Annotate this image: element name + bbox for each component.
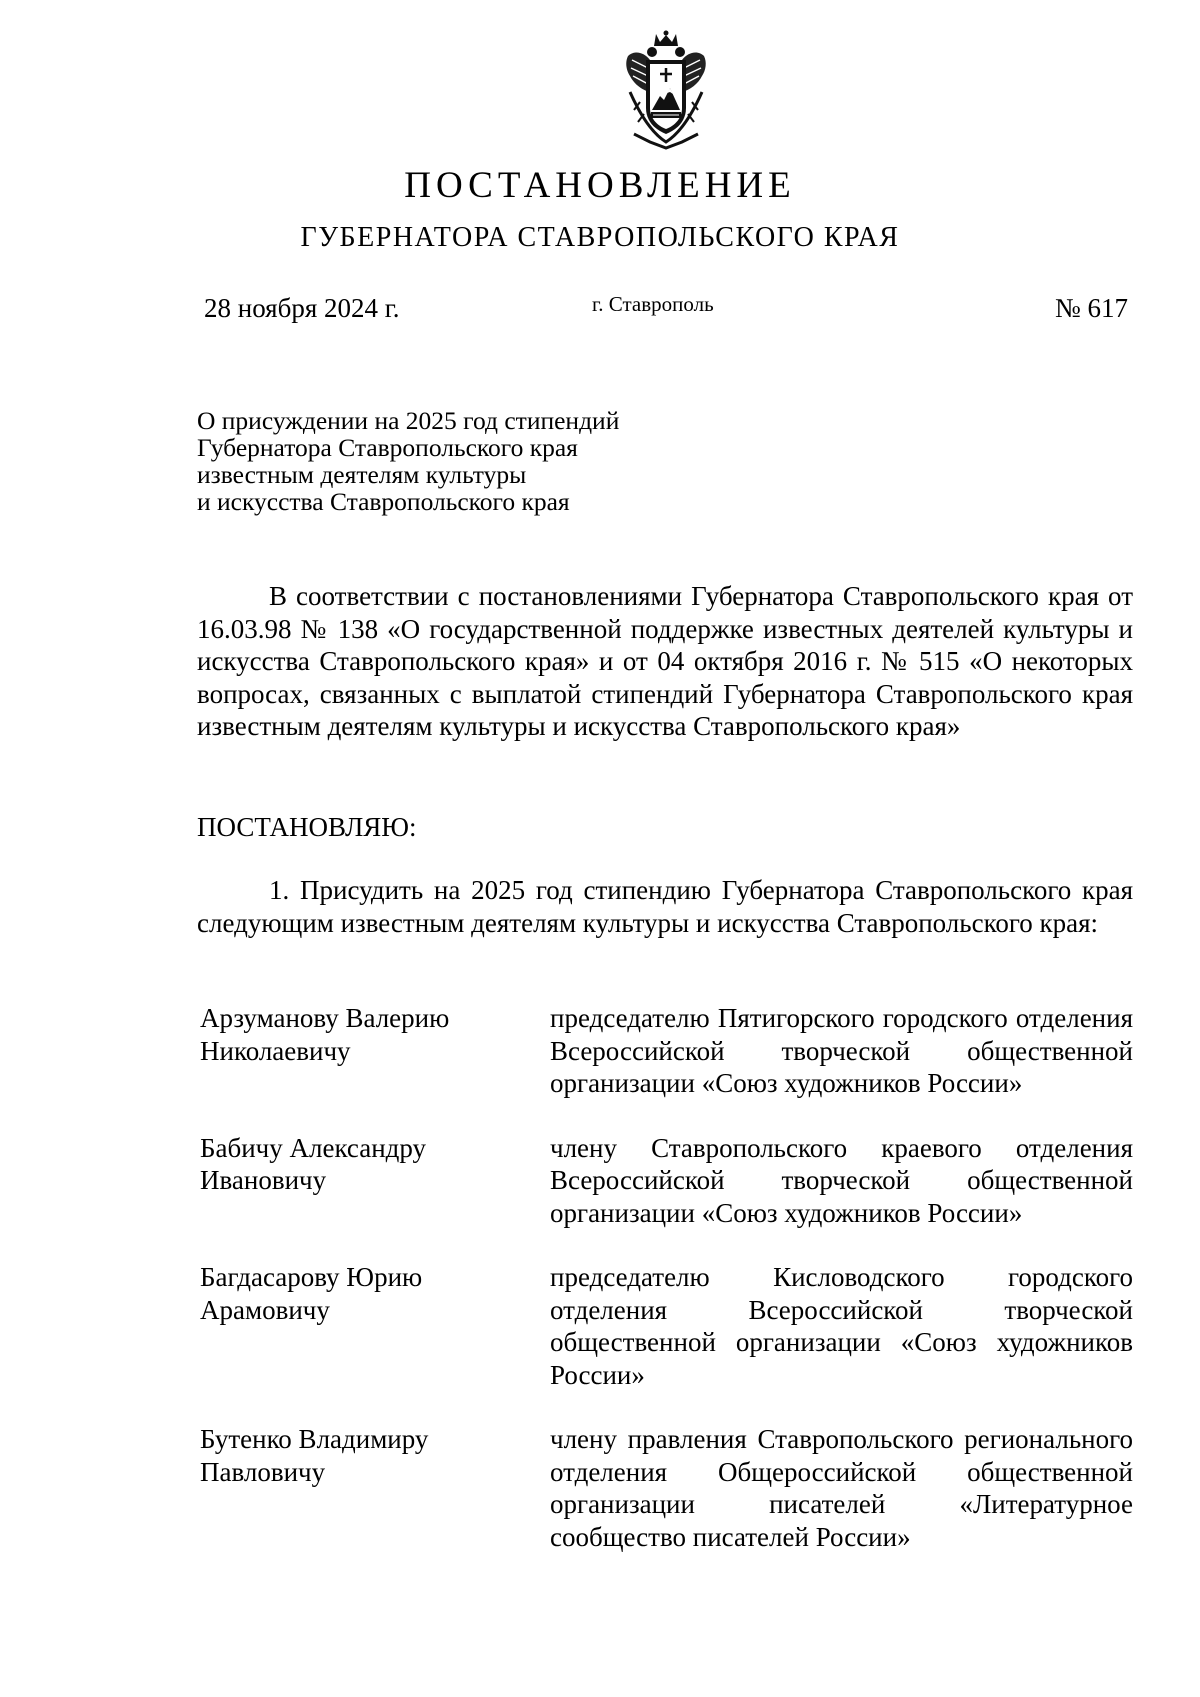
recipient-role: члену Ставропольского краевого отделения Всероссийской творческой общественной организации «Союз художников России» — [550, 1132, 1133, 1228]
subject-line: и искусства Ставропольского края — [197, 487, 570, 516]
recipient-role: члену правления Ставропольского регионального отделения Общероссийской общественной организации писателей «Литературное сообщество писателей России» — [550, 1424, 1133, 1552]
recipient-name: Багдасарову Юрию Арамовичу — [200, 1262, 423, 1325]
decree-item-1: 1. Присудить на 2025 год стипендию Губернатора Ставропольского края следующим известным деятелям культуры и искусства Ставропольского края: — [197, 875, 1133, 938]
preamble-paragraph: В соответствии с постановлениями Губернатора Ставропольского края от 16.03.98 № 138 «О государственной поддержке известных деятелей культуры и искусства Ставропольского края» и от 04 октября 2016 г. № 515 «О некоторых вопросах, связанных с выплатой стипендий Губернатора Ставропольского края известным деятелям культуры и искусства Ставропольского края» — [197, 581, 1133, 741]
recipient-role: председателю Кисловодского городского отделения Всероссийской творческой общественной организации «Союз художников России» — [550, 1262, 1133, 1390]
document-subject — [197, 407, 757, 515]
document-date: 28 ноября 2024 г. — [204, 293, 400, 323]
document-number: № 617 — [1054, 293, 1128, 323]
coat-of-arms-icon — [620, 30, 712, 150]
recipient-name: Бутенко Владимиру Павловичу — [200, 1424, 429, 1487]
document-type-title: ПОСТАНОВЛЕНИЕ — [404, 165, 796, 206]
recipient-role: председателю Пятигорского городского отделения Всероссийской творческой общественной организации «Союз художников России» — [550, 1003, 1133, 1098]
subject-line: известным деятелям культуры — [197, 460, 527, 489]
decree-word: ПОСТАНОВЛЯЮ: — [197, 812, 417, 842]
issuer-title: ГУБЕРНАТОРА СТАВРОПОЛЬСКОГО КРАЯ — [300, 222, 900, 253]
recipient-name: Арзуманову Валерию Николаевичу — [200, 1003, 450, 1066]
recipient-name: Бабичу Александру Ивановичу — [200, 1132, 427, 1195]
document-place: г. Ставрополь — [592, 292, 714, 316]
recipient-entry — [197, 1132, 1133, 1230]
recipient-entry — [197, 1002, 1133, 1100]
recipient-entry — [197, 1261, 1133, 1391]
subject-line: О присуждении на 2025 год стипендий — [197, 406, 620, 435]
recipient-entry — [197, 1423, 1133, 1553]
recipients-list — [197, 1002, 1133, 1585]
subject-line: Губернатора Ставропольского края — [197, 433, 578, 462]
